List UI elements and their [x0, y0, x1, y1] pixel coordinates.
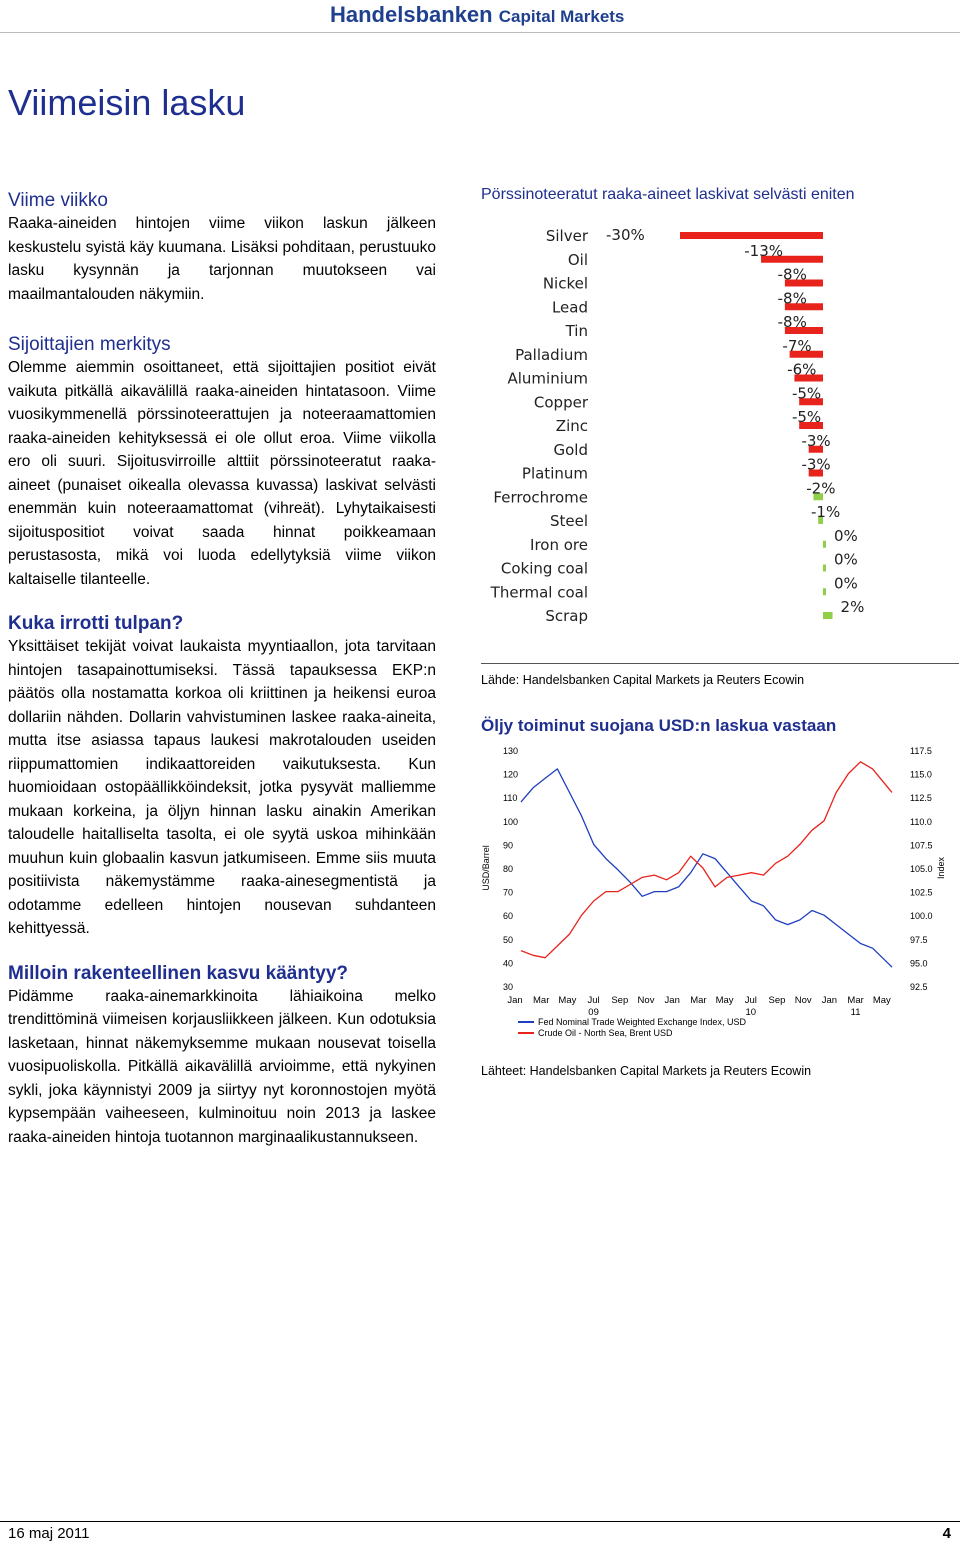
bar-value-label: -5%: [791, 408, 822, 426]
bar-category-label: Platinum: [521, 464, 588, 483]
bar-chart: [481, 218, 951, 628]
y2-tick-label: 95.0: [910, 958, 928, 969]
section-heading: Viime viikko: [8, 190, 108, 211]
page-number: 4: [942, 1525, 951, 1542]
y-tick-label: 120: [503, 769, 519, 780]
x-tick-label: Jul: [744, 995, 757, 1006]
section-heading: Sijoittajien merkitys: [8, 334, 171, 355]
bar-category-label: Scrap: [545, 607, 588, 625]
y2-tick-label: 100.0: [910, 911, 933, 922]
y2-tick-label: 92.5: [910, 982, 928, 992]
bar-category-label: Palladium: [515, 345, 588, 364]
x-tick-label: Jan: [664, 995, 680, 1006]
bar: [823, 612, 833, 619]
line-chart-source: Lähteet: Handelsbanken Capital Markets ja Reuters Ecowin: [481, 1064, 812, 1078]
bar-category-label: Gold: [553, 440, 588, 459]
bar-value-label: 0%: [834, 526, 858, 545]
y-tick-label: 90: [503, 840, 514, 851]
x-tick-label: Nov: [637, 995, 655, 1006]
x-tick-label: Jul: [587, 995, 600, 1006]
bar-category-label: Copper: [533, 393, 588, 412]
bar: [823, 565, 826, 572]
bar-category-label: Oil: [567, 250, 588, 269]
header-rule: [0, 32, 960, 33]
bar-category-label: Nickel: [542, 274, 588, 293]
y-tick-label: 40: [503, 958, 514, 969]
bar-category-label: Aluminium: [507, 369, 588, 388]
footer-date: 16 maj 2011: [8, 1525, 90, 1542]
x-tick-label: Jan: [507, 995, 523, 1006]
section-milloin-rakenteellinen: [8, 963, 436, 1150]
bar-category-label: Steel: [549, 512, 588, 530]
x-tick-label: Nov: [794, 995, 812, 1006]
bar-category-label: Tin: [565, 322, 588, 340]
y2-tick-label: 107.5: [910, 840, 933, 851]
section-heading: Milloin rakenteellinen kasvu kääntyy?: [8, 962, 349, 984]
y-axis-title: USD/Barrel: [481, 845, 491, 891]
x-tick-label: Sep: [611, 995, 629, 1006]
bar-category-label: Lead: [551, 298, 588, 317]
bar-value-label: -5%: [791, 384, 822, 403]
x-tick-label: Mar: [690, 995, 707, 1006]
bar-value-label: -3%: [801, 455, 831, 474]
bar-category-label: Coking coal: [500, 559, 588, 578]
line-chart: [476, 738, 956, 1048]
y2-tick-label: 102.5: [910, 887, 933, 898]
bar-chart-source: Lähde: Handelsbanken Capital Markets ja Reuters Ecowin: [481, 673, 805, 687]
section-kuka-irrotti-tulpan: [8, 613, 436, 941]
brand-subtitle: Capital Markets: [498, 7, 625, 26]
bar-value-label: 2%: [840, 598, 865, 616]
bar-value-label: -2%: [806, 479, 836, 498]
y-tick-label: 80: [503, 864, 514, 874]
bar-category-label: Thermal coal: [490, 583, 588, 602]
oil-series-line: [521, 762, 892, 958]
article-body: [8, 190, 436, 1167]
x-year-label: 10: [745, 1007, 757, 1018]
bar-category-label: Silver: [545, 227, 588, 245]
x-tick-label: May: [558, 995, 577, 1006]
y-tick-label: 50: [503, 934, 514, 945]
x-tick-label: May: [872, 995, 891, 1006]
footer-rule: [0, 1521, 960, 1522]
brand-logo: [330, 2, 624, 28]
page-title: Viimeisin lasku: [8, 82, 246, 123]
bar-chart-title: Pörssinoteeratut raaka-aineet laskivat selvästi eniten: [481, 186, 855, 203]
y2-tick-label: 117.5: [910, 746, 932, 756]
bar-value-label: -8%: [777, 289, 807, 308]
x-tick-label: May: [715, 995, 734, 1006]
bar-value-label: -7%: [782, 336, 812, 355]
bar-category-label: Zinc: [555, 417, 588, 435]
bar-value-label: -13%: [744, 241, 784, 260]
y-tick-label: 100: [503, 816, 519, 827]
y-tick-label: 130: [503, 746, 519, 756]
legend-label: Crude Oil - North Sea, Brent USD: [538, 1028, 673, 1038]
y2-tick-label: 115.0: [910, 769, 932, 780]
bar-value-label: -6%: [787, 360, 817, 379]
y-tick-label: 30: [503, 982, 514, 992]
bar-value-label: -3%: [801, 431, 831, 450]
bar: [680, 232, 823, 239]
x-year-label: 11: [850, 1007, 861, 1018]
chart-divider: [481, 663, 959, 664]
bar: [823, 541, 826, 548]
y2-tick-label: 105.0: [910, 864, 933, 874]
x-tick-label: Sep: [768, 995, 786, 1006]
y2-tick-label: 110.0: [910, 816, 932, 827]
x-tick-label: Mar: [847, 995, 864, 1006]
section-text: Raaka-aineiden hintojen viime viikon laskun jälkeen keskustelu syistä käy kuumana. Lisäksi pohditaan, perustuuko lasku kysynnän ja tarjonnan muutokseen vai maailmantalouden näkymiin.: [8, 215, 436, 303]
y2-tick-label: 97.5: [910, 934, 928, 945]
y2-axis-title: Index: [936, 856, 946, 880]
y-tick-label: 110: [503, 793, 518, 804]
section-sijoittajien-merkitys: [8, 334, 436, 591]
bar-value-label: -30%: [606, 226, 645, 244]
x-tick-label: Jan: [821, 995, 838, 1006]
section-text: Olemme aiemmin osoittaneet, että sijoittajien positiot eivät vaikuta pitkällä aikavälillä raaka-aineiden hintatasoon. Viime vuosikymmenellä pörssinoteerattujen ja noteeraamattomien raaka-aineiden kehityksessä ei ole ollut eroa. Viime viikolla ero oli suuri. Sijoitusvirroille alttiit pörssinoteeratut raaka-aineet (punaiset oikealla olevassa kuvassa) laskivat selvästi enemmän kuin noteeraamattomat (vihreät). Lyhytaikaisesti sijoituspositiot voivat saada hinnat poikkeamaan perustasosta, mikä voi luoda edellytyksiä viime viikon kaltaiselle tilanteelle.: [8, 359, 436, 588]
bar-value-label: 0%: [834, 550, 858, 569]
legend-label: Fed Nominal Trade Weighted Exchange Index, USD: [538, 1017, 746, 1027]
bar-category-label: Iron ore: [530, 535, 588, 554]
x-tick-label: Mar: [533, 995, 550, 1006]
section-heading: Kuka irrotti tulpan?: [8, 613, 184, 634]
brand-name: Handelsbanken: [330, 2, 493, 27]
section-text: Yksittäiset tekijät voivat laukaista myyntiaallon, jota tarvitaan hintojen tasapainottumiseksi. Tässä tapauksessa EKP:n päätös olla nostamatta korkoa oli kriittinen ja heikensi euroa dollariin nähden. Dollarin vahvistuminen laskee raaka-aineita, mutta itse asiassa tapaus laukesi makrotalouden useiden riippumattomien indikaattoreiden vaikutuksesta. Kun huomioidaan ostopäällikköindeksit, jotka pysyvät malliemme mukaan korkeina, ja öljyn hinnan lasku ainakin Amerikan taloudelle haitalliselta tasolta, ei ole syytä uskoa mihinkään muuhun kuin globaalin kasvun jatkumiseen. Emme siis muuta positiivista näkemystämme raaka-ainesegmentistä ja odotamme edelleen hintojen nousevan suhdanteen kehittyessä.: [8, 638, 436, 937]
usd-series-line: [521, 769, 892, 967]
bar-value-label: -1%: [811, 503, 841, 521]
y2-tick-label: 112.5: [910, 793, 932, 804]
bar-value-label: -8%: [777, 313, 807, 331]
bar-value-label: 0%: [834, 574, 858, 593]
line-chart-title: Öljy toiminut suojana USD:n laskua vastaan: [481, 716, 837, 735]
bar-category-label: Ferrochrome: [493, 488, 588, 507]
section-text: Pidämme raaka-ainemarkkinoita lähiaikoina melko trendittöminä viimeisen korjausliikkeen jälkeen. Kun odotuksia lasketaan, hinnat näkemyksemme mukaan nousevat toisella vuosipuoliskolla. Pitkällä aikavälillä arvioimme, että nykyinen sykli, joka käynnistyi 2009 ja siirtyy nyt koronnostojen myötä kypsempään vaiheeseen, kulminoituu noin 2013 ja laskee raaka-aineiden hintoja tuotannon marginaalikustannukseen.: [8, 987, 436, 1146]
bar: [823, 588, 826, 595]
y-tick-label: 70: [503, 887, 514, 898]
x-year-label: 09: [588, 1007, 599, 1018]
y-tick-label: 60: [503, 911, 514, 922]
section-viime-viikko: [8, 190, 436, 306]
bar-value-label: -8%: [777, 265, 807, 284]
